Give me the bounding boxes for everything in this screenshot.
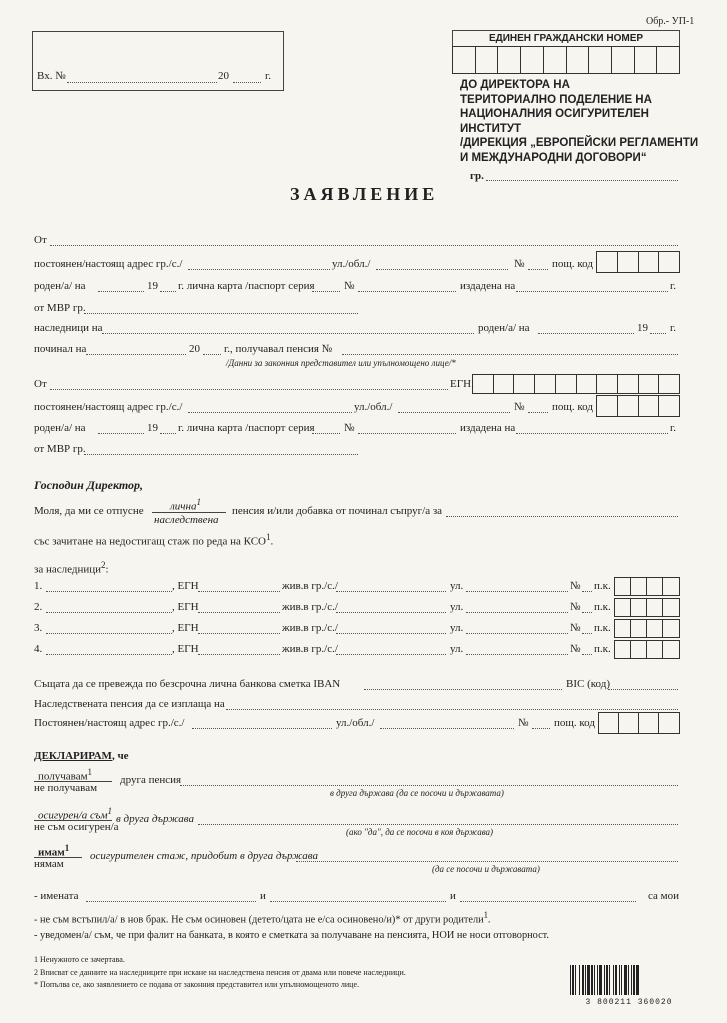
heir-city-line[interactable] — [336, 633, 446, 634]
heirs-of-born-line[interactable] — [538, 333, 634, 334]
street-line[interactable] — [376, 269, 508, 270]
idcard-number-label: № — [344, 280, 355, 292]
idcard-series-line[interactable] — [312, 291, 340, 292]
rep-postcode-label: пощ. код — [552, 401, 593, 413]
idcard-label: г. лична карта /паспорт серия — [178, 280, 315, 292]
rep-street-label: ул./обл./ — [354, 401, 393, 413]
names-line-3[interactable] — [460, 901, 636, 902]
heir-index: 3. — [34, 622, 43, 634]
option-inherited[interactable]: наследствена — [154, 514, 219, 526]
d3-text: осигурителен стаж, придобит в друга държава — [90, 850, 318, 862]
heir-egn-line[interactable] — [198, 612, 280, 613]
heir-name-line[interactable] — [46, 654, 172, 655]
rep-born-year-label: 19 — [147, 422, 158, 434]
pension-number-line[interactable] — [342, 354, 678, 355]
greeting: Господин Директор, — [34, 478, 144, 492]
heir-street-line[interactable] — [466, 612, 568, 613]
addressee-line: ТЕРИТОРИАЛНО ПОДЕЛЕНИЕ НА — [460, 93, 652, 106]
rep-egn-label: ЕГН: — [450, 378, 475, 390]
rep-number-label: № — [514, 401, 525, 413]
d1-option-top-text: получавам — [38, 770, 88, 783]
inherited-pay-label: Наследствената пенсия да се изплаща на — [34, 698, 225, 710]
heir-number-line[interactable] — [582, 612, 592, 613]
representative-note: /Данни за законния представител или упълномощено лице/* — [226, 358, 456, 368]
heir-number-label: № — [570, 643, 581, 655]
rep-egn-cells[interactable] — [472, 374, 680, 394]
rep-name-line[interactable] — [50, 389, 448, 390]
pay-number-label: № — [518, 717, 529, 729]
heir-egn-line[interactable] — [198, 633, 280, 634]
rep-street-line[interactable] — [398, 412, 510, 413]
deceased-year-line[interactable] — [203, 354, 221, 355]
rep-mvr-line[interactable] — [84, 454, 358, 455]
heir-egn-label: , ЕГН — [172, 622, 199, 634]
deceased-date-line[interactable] — [86, 354, 186, 355]
addressee-line: И МЕЖДУНАРОДНИ ДОГОВОРИ“ — [460, 151, 647, 164]
footnote-ref: 1 — [87, 767, 93, 777]
pay-postcode-label: пощ. код — [554, 717, 595, 729]
option-personal-text: лична — [170, 500, 197, 513]
not-married-end: . — [487, 913, 491, 926]
address-city-line[interactable] — [188, 269, 330, 270]
heir-index: 2. — [34, 601, 43, 613]
idcard-number-line[interactable] — [358, 291, 456, 292]
bic-line[interactable] — [608, 689, 678, 690]
heir-street-line[interactable] — [466, 633, 568, 634]
footnote-1: 1 Ненужното се зачертава. — [34, 954, 125, 964]
rep-idcard-series-line[interactable] — [312, 433, 340, 434]
rep-born-date-line[interactable] — [98, 433, 144, 434]
footnote-2: 2 Вписват се данните на наследниците при искане на наследствена пенсия от двама или повече наследници. — [34, 966, 406, 977]
pay-number-line[interactable] — [532, 728, 550, 729]
issued-date-line[interactable] — [516, 291, 668, 292]
issued-year-suffix: г. — [670, 280, 677, 292]
heir-number-line[interactable] — [582, 591, 592, 592]
barcode — [568, 965, 690, 1005]
inherited-pay-line[interactable] — [226, 709, 678, 710]
heir-postcode-label: п.к. — [594, 601, 611, 613]
address-label: постоянен/настоящ адрес гр./с./ — [34, 258, 183, 270]
heir-egn-line[interactable] — [198, 591, 280, 592]
heir-index: 4. — [34, 643, 43, 655]
heir-name-line[interactable] — [46, 633, 172, 634]
heir-name-line[interactable] — [46, 612, 172, 613]
deceased-year-label: 20 — [189, 343, 200, 355]
rep-idcard-label: г. лична карта /паспорт серия — [178, 422, 315, 434]
heir-city-line[interactable] — [336, 654, 446, 655]
incoming-year-suffix: г. — [265, 70, 272, 82]
heirs-of-year-line[interactable] — [650, 333, 666, 334]
heir-street-line[interactable] — [466, 654, 568, 655]
rep-issued-year-suffix: г. — [670, 422, 677, 434]
heirs-of-year-label: 19 — [637, 322, 648, 334]
addressee-line: /ДИРЕКЦИЯ „ЕВРОПЕЙСКИ РЕГЛАМЕНТИ — [460, 137, 699, 149]
heir-live-label: жив.в гр./с./ — [282, 580, 338, 592]
d2-option-bottom[interactable]: не съм осигурен/а — [34, 821, 119, 833]
names-line-2[interactable] — [270, 901, 446, 902]
heirs-of-born-label: роден/а/ на — [478, 322, 530, 334]
option-personal[interactable] — [170, 497, 201, 513]
footnotes — [34, 953, 406, 991]
declare-heading — [34, 750, 129, 762]
egn-header: ЕДИНЕН ГРАЖДАНСКИ НОМЕР — [488, 33, 644, 44]
heirs-of-name-line[interactable] — [102, 333, 474, 334]
heir-street-line[interactable] — [466, 591, 568, 592]
d2-note: (ако "да", да се посочи в коя държава) — [346, 827, 494, 837]
heir-street-label: ул. — [450, 580, 464, 592]
heir-egn-label: , ЕГН — [172, 643, 199, 655]
d1-country-line[interactable] — [180, 785, 678, 786]
footnote-ref: 2 — [101, 560, 106, 570]
heir-egn-label: , ЕГН — [172, 601, 199, 613]
d3-option-top-text: имам — [38, 846, 65, 859]
declare-che: , че — [111, 750, 129, 762]
pay-address-label: Постоянен/настоящ адрес гр./с./ — [34, 717, 185, 729]
postcode-label: пощ. код — [552, 258, 593, 270]
heir-number-label: № — [570, 622, 581, 634]
footnote-ref: 1 — [64, 843, 70, 853]
heir-egn-label: , ЕГН — [172, 580, 199, 592]
kso-text — [34, 532, 273, 548]
heir-number-label: № — [570, 580, 581, 592]
deceased-label: починал на — [34, 343, 87, 355]
pay-street-line[interactable] — [380, 728, 514, 729]
incoming-number-line[interactable] — [67, 82, 217, 83]
heir-street-label: ул. — [450, 643, 464, 655]
names-and-2: и — [450, 890, 456, 902]
heir-postcode-label: п.к. — [594, 580, 611, 592]
names-and-1: и — [260, 890, 266, 902]
spouse-line[interactable] — [446, 516, 678, 517]
d2-option-top-text: осигурен/а съм — [38, 809, 108, 822]
heir-street-label: ул. — [450, 601, 464, 613]
footnote-ref: 1 — [483, 910, 488, 920]
pay-postcode-cells[interactable] — [598, 712, 680, 734]
heir-postcode-cells[interactable] — [614, 577, 680, 596]
heir-egn-line[interactable] — [198, 654, 280, 655]
names-mine: са мои — [648, 890, 679, 902]
addressee-line: ДО ДИРЕКТОРА НА — [460, 79, 570, 91]
heir-postcode-label: п.к. — [594, 643, 611, 655]
footnote-ref: 1 — [265, 532, 271, 542]
d1-option-bottom[interactable]: не получавам — [34, 782, 98, 794]
iban-line[interactable] — [364, 689, 562, 690]
not-married-label: - не съм встъпил/а/ в нов брак. Не съм осиновен (детето/цата не е/са осиновено/и)* от други родители — [34, 913, 484, 926]
form-title: ЗАЯВЛЕНИЕ — [290, 184, 439, 204]
heir-index: 1. — [34, 580, 43, 592]
footnote-ref: 1 — [107, 806, 113, 816]
heir-postcode-cells[interactable] — [614, 640, 680, 659]
not-married-text — [34, 910, 491, 926]
addressee-city-line[interactable] — [486, 180, 678, 181]
born-date-line[interactable] — [98, 291, 144, 292]
heir-number-line[interactable] — [582, 633, 592, 634]
incoming-year-label: 20 — [218, 70, 229, 82]
heir-name-line[interactable] — [46, 591, 172, 592]
rep-issued-label: издадена на — [460, 422, 516, 434]
form-code: Обр.- УП-1 — [646, 16, 695, 27]
street-label: ул./обл./ — [332, 258, 371, 270]
pension-label: г., получавал пенсия № — [224, 343, 333, 355]
heirs-of-label: наследници на — [34, 322, 103, 334]
addressee-line: НАЦИОНАЛНИЯ ОСИГУРИТЕЛЕН — [460, 108, 649, 120]
request-label: Моля, да ми се отпусне — [34, 505, 144, 517]
heirs-for-label — [34, 560, 109, 576]
names-line-1[interactable] — [86, 901, 256, 902]
heir-live-label: жив.в гр./с./ — [282, 622, 338, 634]
names-label: - имената — [34, 890, 79, 902]
incoming-label: Вх. № — [37, 70, 66, 82]
rep-issued-line[interactable] — [516, 433, 668, 434]
rep-idcard-number-label: № — [344, 422, 355, 434]
rep-number-line[interactable] — [528, 412, 548, 413]
born-year-label: 19 — [147, 280, 158, 292]
egn-cells[interactable] — [452, 46, 680, 74]
heir-street-label: ул. — [450, 622, 464, 634]
d3-country-line[interactable] — [296, 861, 678, 862]
d2-text: в друга държава — [116, 813, 195, 825]
heir-postcode-cells[interactable] — [614, 619, 680, 638]
d1-note: в друга държава (да се посочи и държавата) — [330, 788, 504, 798]
rep-address-line[interactable] — [188, 412, 352, 413]
born-label: роден/а/ на — [34, 280, 86, 292]
incoming-year-line[interactable] — [233, 82, 261, 83]
heir-number-line[interactable] — [582, 654, 592, 655]
postcode-cells[interactable] — [596, 251, 680, 273]
incoming-number-box — [32, 31, 284, 91]
addressee-city-label: гр. — [470, 170, 484, 182]
heirs-for-colon: : — [105, 563, 109, 576]
rep-idcard-number-line[interactable] — [358, 433, 456, 434]
rep-postcode-cells[interactable] — [596, 395, 680, 417]
fraction-divider — [152, 512, 226, 513]
heir-city-line[interactable] — [336, 612, 446, 613]
heirs-for-text: за наследници — [34, 563, 101, 576]
d2-country-line[interactable] — [198, 824, 678, 825]
footnote-3: * Попълва се, ако заявлението се подава от законния представител или упълномощеното лице. — [34, 979, 360, 989]
footnote-ref: 1 — [196, 497, 202, 507]
rep-address-label: постоянен/настоящ адрес гр./с./ — [34, 401, 183, 413]
barcode-digits: 3 800211 360020 — [585, 998, 673, 1007]
issued-label: издадена на — [460, 280, 516, 292]
d1-text: друга пенсия — [120, 774, 182, 786]
pay-street-label: ул./обл./ — [336, 717, 375, 729]
addressee-line: ИНСТИТУТ — [460, 122, 522, 135]
born-year-line[interactable] — [160, 291, 176, 292]
pension-request-text: пенсия и/или добавка от починал съпруг/а за — [232, 505, 443, 517]
heir-number-label: № — [570, 601, 581, 613]
pay-address-line[interactable] — [192, 728, 332, 729]
number-label: № — [514, 258, 525, 270]
heirs-of-year-suffix: г. — [670, 322, 677, 334]
d3-option-bottom[interactable]: нямам — [34, 858, 64, 870]
bank-informed-text: - уведомен/а/ съм, че при фалит на банката, в която е сметката за получаване на пенсията, НОИ не носи отговорност. — [34, 929, 550, 941]
heir-live-label: жив.в гр./с./ — [282, 601, 338, 613]
declare-title: ДЕКЛАРИРАМ — [34, 750, 112, 762]
heir-postcode-cells[interactable] — [614, 598, 680, 617]
mvr-label: от МВР гр. — [34, 302, 86, 314]
kso-end: . — [270, 535, 274, 548]
number-line[interactable] — [528, 269, 548, 270]
iban-label: Същата да се превежда по безсрочна лична банкова сметка IBAN — [34, 678, 341, 690]
from-label: От — [34, 234, 47, 246]
applicant-name-line[interactable] — [50, 245, 678, 246]
d3-note: (да се посочи и държавата) — [432, 864, 540, 874]
rep-from-label: От — [34, 378, 47, 390]
rep-born-year-line[interactable] — [160, 433, 176, 434]
rep-born-label: роден/а/ на — [34, 422, 86, 434]
bic-label: BIC (код) — [566, 678, 610, 690]
mvr-city-line[interactable] — [84, 313, 358, 314]
addressee-block — [460, 78, 698, 165]
heir-city-line[interactable] — [336, 591, 446, 592]
heir-live-label: жив.в гр./с./ — [282, 643, 338, 655]
rep-mvr-label: от МВР гр. — [34, 443, 86, 455]
kso-label: със зачитане на недостигащ стаж по реда на КСО — [34, 535, 266, 548]
heir-postcode-label: п.к. — [594, 622, 611, 634]
egn-box — [452, 30, 680, 74]
barcode-bars — [568, 965, 690, 995]
